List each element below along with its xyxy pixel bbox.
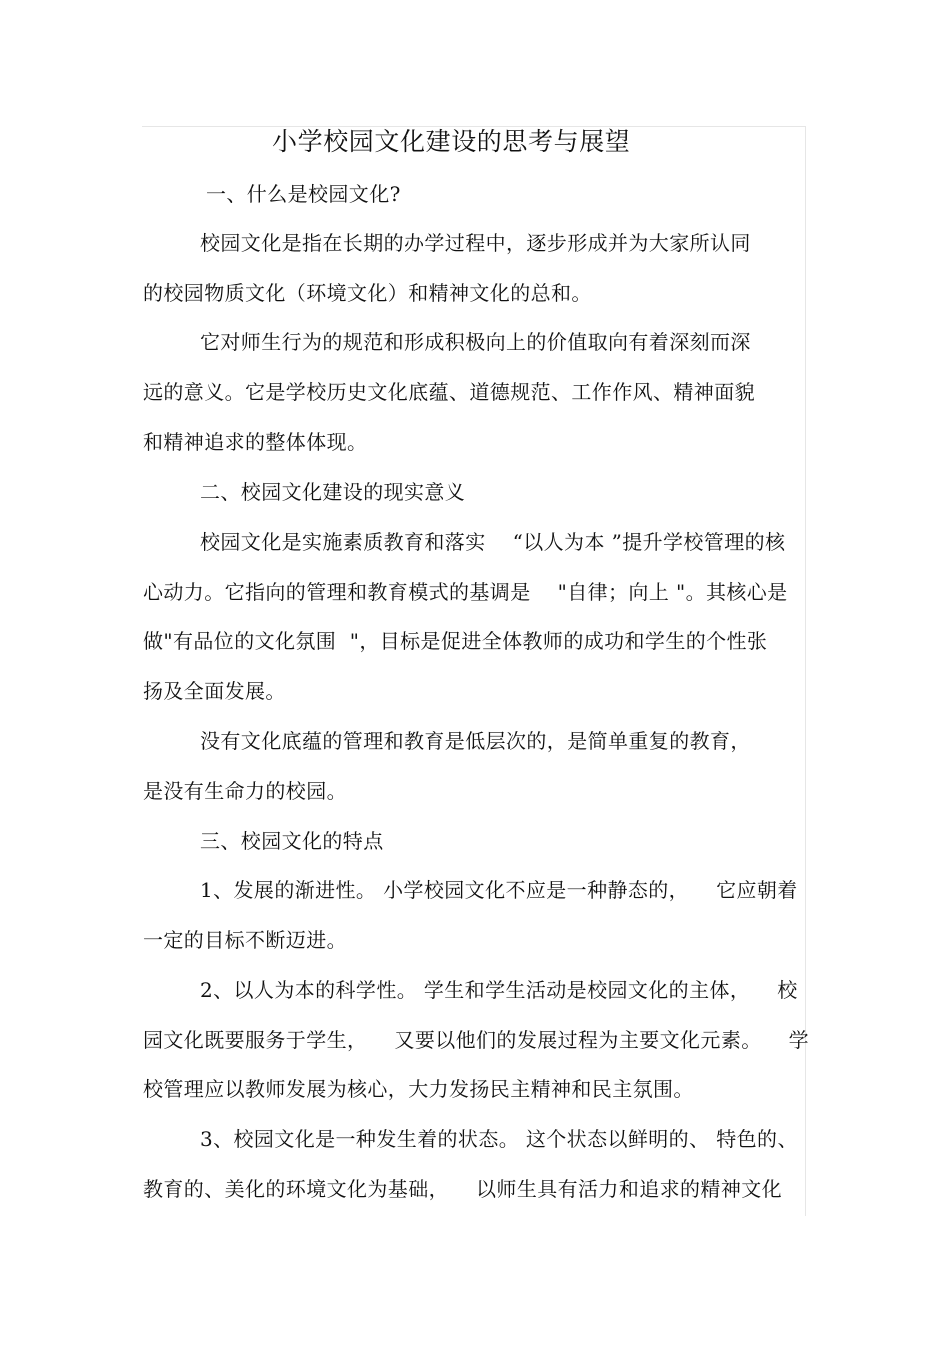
paragraph-line: 1、发展的渐进性。 小学校园文化不应是一种静态的， 它应朝着 bbox=[200, 878, 798, 902]
paragraph-line: 一定的目标不断迈进。 bbox=[143, 928, 347, 952]
paragraph-line: 2、以人为本的科学性。 学生和学生活动是校园文化的主体， 校 bbox=[200, 978, 798, 1002]
section-heading-3: 三、校园文化的特点 bbox=[200, 829, 384, 853]
section-heading-2: 二、校园文化建设的现实意义 bbox=[200, 480, 466, 504]
paragraph-line: 远的意义。它是学校历史文化底蕴、道德规范、工作作风、精神面貌 bbox=[143, 380, 755, 404]
paragraph-line: 校园文化是指在长期的办学过程中，逐步形成并为大家所认同 bbox=[200, 231, 751, 255]
paragraph-line: 园文化既要服务于学生， 又要以他们的发展过程为主要文化元素。 学 bbox=[143, 1028, 810, 1052]
paragraph-line: 的校园物质文化（环境文化）和精神文化的总和。 bbox=[143, 281, 592, 305]
paragraph-line: 教育的、美化的环境文化为基础， 以师生具有活力和追求的精神文化 bbox=[143, 1177, 783, 1201]
paragraph-line: 做"有品位的文化氛围 "，目标是促进全体教师的成功和学生的个性张 bbox=[143, 629, 768, 653]
paragraph-line: 校管理应以教师发展为核心，大力发扬民主精神和民主氛围。 bbox=[143, 1077, 694, 1101]
document-title: 小学校园文化建设的思考与展望 bbox=[272, 127, 631, 156]
paragraph-line: 没有文化底蕴的管理和教育是低层次的，是简单重复的教育， bbox=[200, 729, 751, 753]
paragraph-line: 校园文化是实施素质教育和落实 “以人为本 ”提升学校管理的核 bbox=[200, 530, 786, 554]
paragraph-line: 扬及全面发展。 bbox=[143, 679, 286, 703]
section-heading-1: 一、什么是校园文化? bbox=[206, 182, 401, 206]
paragraph-line: 和精神追求的整体体现。 bbox=[143, 430, 368, 454]
paragraph-line: 心动力。它指向的管理和教育模式的基调是 "自律；向上 "。其核心是 bbox=[143, 580, 788, 604]
paragraph-line: 它对师生行为的规范和形成积极向上的价值取向有着深刻而深 bbox=[200, 330, 751, 354]
paragraph-line: 是没有生命力的校园。 bbox=[143, 779, 347, 803]
paragraph-line: 3、校园文化是一种发生着的状态。 这个状态以鲜明的、 特色的、 bbox=[200, 1127, 798, 1151]
